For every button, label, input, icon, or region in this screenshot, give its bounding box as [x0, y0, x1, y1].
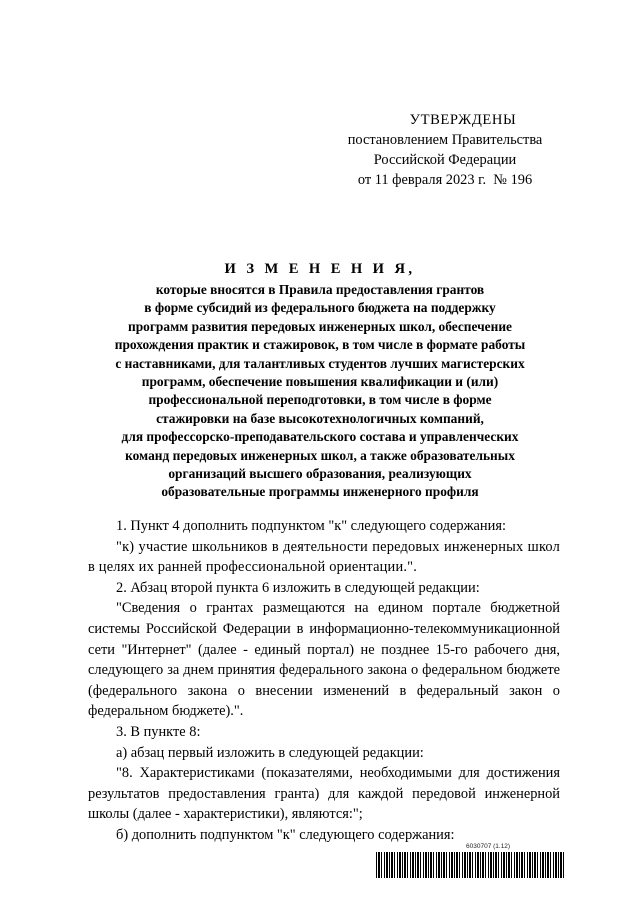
subtitle-line: прохождения практик и стажировок, в том числе в формате работы [114, 337, 526, 353]
subtitle-line: образовательные программы инженерного профиля [161, 484, 479, 500]
paragraph-grants-info: "Сведения о грантах размещаются на едином портале бюджетной системы Российской Федерации в информационно-телекоммуникационной сети "Интернет" (далее - единый портал) не позднее 15-го рабочего дня, следующего за днем принятия федерального закона о федеральном бюджете (федерального закона о внесении изменений в федеральный закон о федеральном бюджете).". [88, 600, 560, 720]
approval-line-2: Российской Федерации [373, 152, 517, 168]
subtitle-line: с наставниками, для талантливых студентов лучших магистерских [115, 355, 525, 371]
paragraph-item-1-k: "к) участие школьников в деятельности передовых инженерных школ в целях их ранней профессиональной ориентации.". [88, 538, 560, 576]
subtitle-line: программ, обеспечение повышения квалификации и (или) [141, 374, 499, 390]
approval-line-1: постановлением Правительства [347, 132, 543, 148]
paragraph-item-2: 2. Абзац второй пункта 6 изложить в следующей редакции: [116, 579, 480, 596]
paragraph-item-3: 3. В пункте 8: [116, 723, 201, 740]
subtitle-line: в форме субсидий из федерального бюджета на поддержку [144, 300, 496, 316]
approval-heading: УТВЕРЖДЕНЫ [409, 112, 517, 128]
paragraph-item-3-a: а) абзац первый изложить в следующей редакции: [116, 744, 424, 761]
document-title-block [64, 258, 576, 502]
subtitle-line: программ развития передовых инженерных школ, обеспечение [127, 318, 513, 334]
subtitle-line: организаций высшего образования, реализующих [168, 466, 472, 482]
barcode-image [376, 852, 564, 878]
document-title: И З М Е Н Е Н И Я, [224, 261, 416, 277]
subtitle-line: профессиональной переподготовки, в том числе в форме [148, 392, 492, 408]
subtitle-line: команд передовых инженерных школ, а также образовательных [125, 447, 515, 463]
approval-block [330, 110, 560, 190]
barcode-number: 6030707 (1.12) [466, 843, 511, 850]
approval-line-3: от 11 февраля 2023 г. № 196 [357, 172, 533, 188]
paragraph-characteristics: "8. Характеристиками (показателями, необходимыми для достижения результатов предоставления гранта) для каждой передовой инженерной школы (далее - характеристики), являются:"; [88, 765, 560, 823]
document-body [88, 516, 560, 846]
paragraph-item-1: 1. Пункт 4 дополнить подпунктом "к" следующего содержания: [116, 518, 506, 534]
subtitle-line: для профессорско-преподавательского состава и управленческих [121, 429, 519, 445]
subtitle-line: стажировки на базе высокотехнологичных компаний, [156, 410, 484, 426]
subtitle-line: которые вносятся в Правила предоставления грантов [155, 282, 485, 297]
paragraph-item-3-b: б) дополнить подпунктом "к" следующего содержания: [116, 826, 455, 843]
